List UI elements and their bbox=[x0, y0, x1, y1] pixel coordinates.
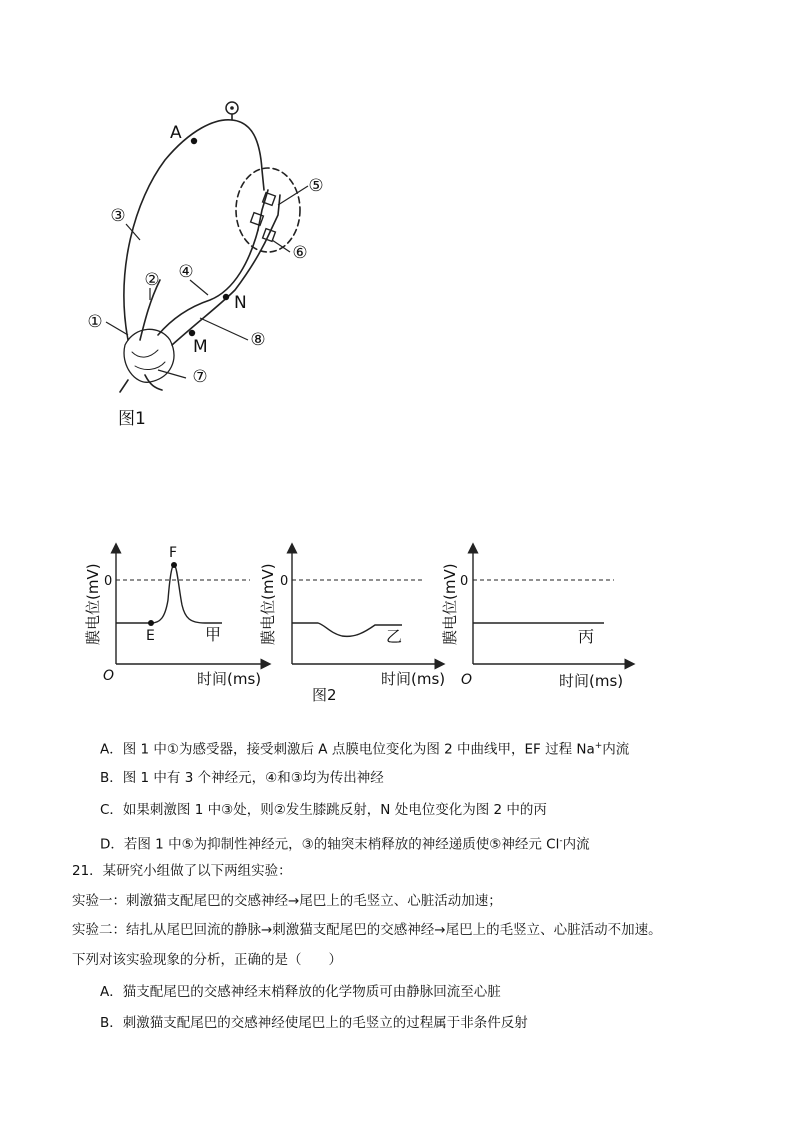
ylabel-jia: 膜电位(mV) bbox=[84, 563, 102, 645]
question-21-exp1: 实验一：刺激猫支配尾巴的交感神经→尾巴上的毛竖立、心脏活动加速； bbox=[72, 893, 502, 909]
circled-3: ③ bbox=[110, 206, 126, 226]
question-21-stem: 21．某研究小组做了以下两组实验： bbox=[72, 863, 292, 879]
origin-bing: O bbox=[461, 672, 473, 688]
label-M: M bbox=[193, 337, 208, 357]
panel-name-bing: 丙 bbox=[578, 627, 595, 646]
point-E-dot bbox=[148, 620, 154, 626]
circled-6: ⑥ bbox=[292, 243, 308, 263]
option-20-C: C．如果刺激图 1 中③处，则②发生膝跳反射，N 处电位变化为图 2 中的丙 bbox=[100, 802, 547, 818]
point-E-label: E bbox=[146, 628, 155, 644]
circled-4: ④ bbox=[178, 262, 194, 282]
question-21-ask: 下列对该实验现象的分析，正确的是（ ） bbox=[72, 952, 342, 968]
circled-2: ② bbox=[144, 270, 160, 290]
panel-jia bbox=[116, 548, 266, 664]
zero-tick-bing: 0 bbox=[460, 574, 469, 589]
option-20-B: B．图 1 中有 3 个神经元，④和③均为传出神经 bbox=[100, 770, 384, 786]
zero-tick-yi: 0 bbox=[280, 574, 289, 589]
ylabel-yi: 膜电位(mV) bbox=[259, 563, 277, 645]
zero-tick-jia: 0 bbox=[104, 574, 113, 589]
panel-name-jia: 甲 bbox=[205, 625, 222, 644]
panel-bing bbox=[473, 548, 630, 664]
origin-jia: O bbox=[103, 668, 115, 684]
point-F-dot bbox=[171, 562, 177, 568]
xlabel-bing: 时间(ms) bbox=[559, 672, 624, 690]
panel-yi bbox=[292, 548, 440, 664]
option-20-D: D．若图 1 中⑤为抑制性神经元，③的轴突末梢释放的神经递质使⑤神经元 Cl-内流 bbox=[100, 836, 590, 853]
figure-1-caption: 图1 bbox=[118, 409, 146, 429]
point-F-label: F bbox=[169, 545, 178, 561]
circled-7: ⑦ bbox=[192, 367, 208, 387]
option-21-A: A．猫支配尾巴的交感神经末梢释放的化学物质可由静脉回流至心脏 bbox=[100, 984, 501, 1000]
figure-2-caption: 图2 bbox=[312, 686, 337, 704]
xlabel-yi: 时间(ms) bbox=[381, 670, 446, 688]
panel-name-yi: 乙 bbox=[386, 627, 403, 646]
ylabel-bing: 膜电位(mV) bbox=[441, 563, 459, 645]
circled-5: ⑤ bbox=[308, 176, 324, 196]
xlabel-jia: 时间(ms) bbox=[197, 670, 262, 688]
curve-jia bbox=[116, 565, 222, 623]
option-21-B: B．刺激猫支配尾巴的交感神经使尾巴上的毛竖立的过程属于非条件反射 bbox=[100, 1015, 528, 1031]
option-20-A: A．图 1 中①为感受器，接受刺激后 A 点膜电位变化为图 2 中曲线甲，EF 过程 Na+内流 bbox=[100, 741, 630, 758]
circled-1: ① bbox=[87, 312, 103, 332]
label-A: A bbox=[170, 123, 182, 143]
question-21-exp2: 实验二：结扎从尾巴回流的静脉→刺激猫支配尾巴的交感神经→尾巴上的毛竖立、心脏活动不加速。 bbox=[72, 922, 662, 938]
label-N: N bbox=[234, 293, 247, 313]
circled-8: ⑧ bbox=[250, 330, 266, 350]
